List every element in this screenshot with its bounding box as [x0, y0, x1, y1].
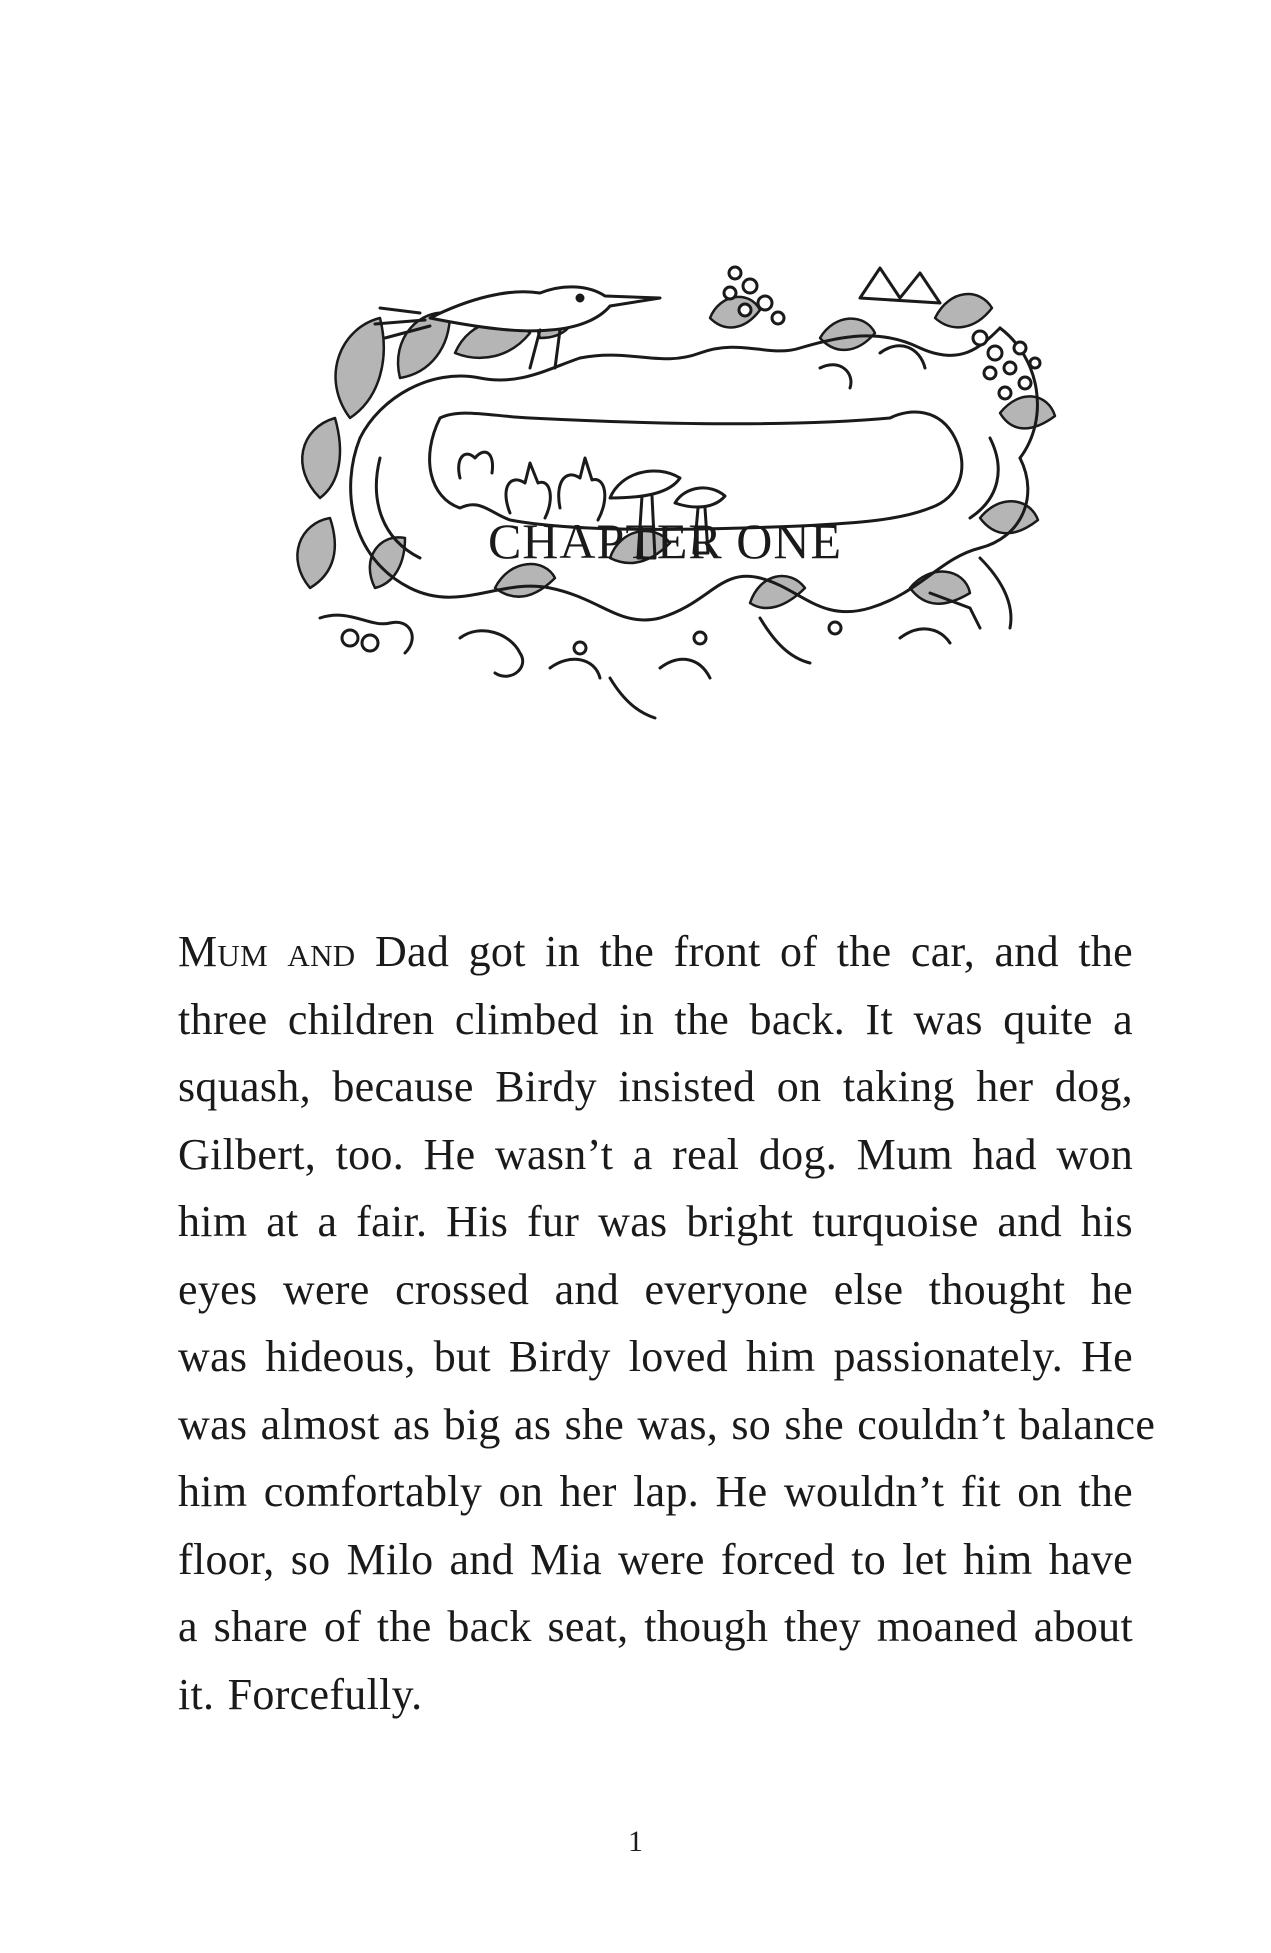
lead-in-small-caps: Mum and — [178, 927, 356, 976]
page-number: 1 — [628, 1825, 643, 1858]
body-line: three children climbed in the back. It was quite a — [178, 994, 1133, 1044]
body-line: floor, so Milo and Mia were forced to let him have — [178, 1534, 1133, 1584]
body-line — [178, 918, 1133, 986]
body-line: Gilbert, too. He wasn’t a real dog. Mum had won — [178, 1129, 1133, 1179]
body-line: him at a fair. His fur was bright turquoise and his — [178, 1197, 1133, 1246]
body-line-last: it. Forcefully. — [178, 1669, 423, 1719]
chapter-body-text — [178, 918, 1156, 1728]
body-line-text: Dad got in the front of the car, and the — [355, 927, 1133, 976]
body-line: was hideous, but Birdy loved him passionately. He — [178, 1332, 1133, 1381]
body-line: eyes were crossed and everyone else thought he — [178, 1264, 1133, 1314]
chapter-title: CHAPTER ONE — [487, 513, 843, 569]
body-line: was almost as big as she was, so she couldn’t balance — [178, 1399, 1156, 1449]
body-line: him comfortably on her lap. He wouldn’t fit on the — [178, 1467, 1133, 1516]
body-line: a share of the back seat, though they moaned about — [178, 1602, 1133, 1651]
body-line: squash, because Birdy insisted on taking her dog, — [178, 1062, 1133, 1111]
